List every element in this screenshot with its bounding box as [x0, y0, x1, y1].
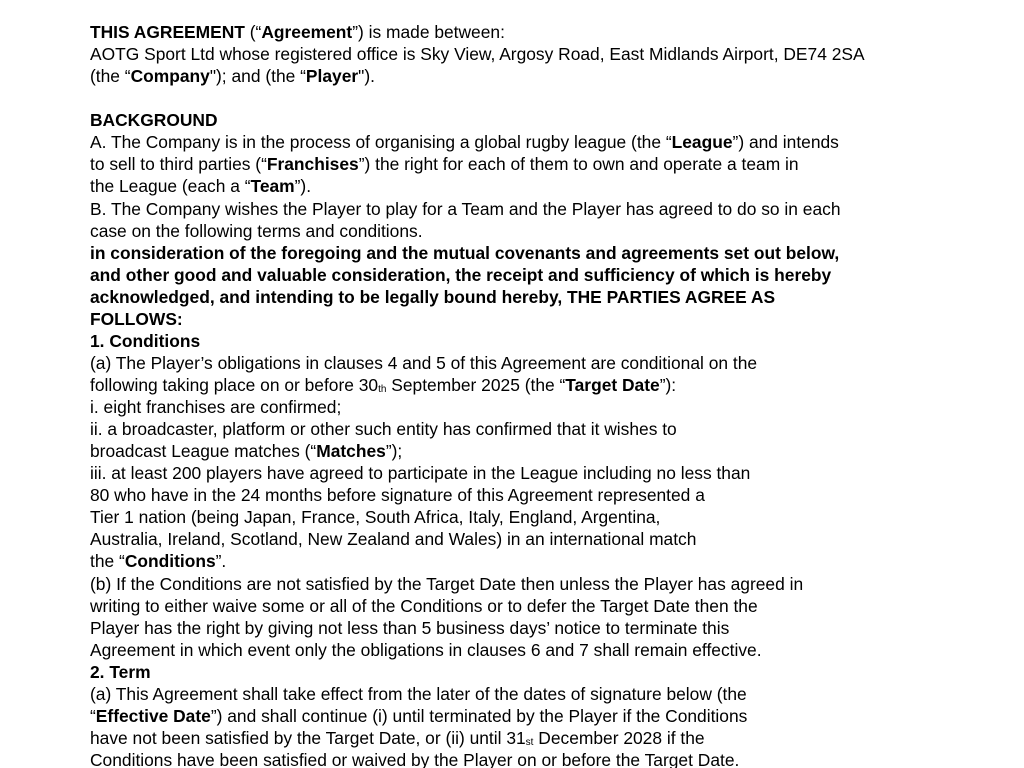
clause-2-a-line-3: have not been satisfied by the Target Date, or (ii) until $31_{st}$ December 2028 if the [90, 728, 705, 748]
clause-2-a-line-1: (a) This Agreement shall take effect from the later of the dates of signature below (the [90, 684, 747, 704]
background-a-line-2: to sell to third parties (“Franchises”) the right for each of them to own and operate a team in [90, 154, 799, 174]
consideration-line: in consideration of the foregoing and the mutual covenants and agreements set out below, [90, 243, 840, 263]
defined-term: Company [130, 66, 210, 86]
consideration-line: acknowledged, and intending to be legally bound hereby, THE PARTIES AGREE AS [90, 287, 776, 307]
clause-1-item-iii-line-5: the “Conditions”. [90, 551, 227, 571]
agreement-heading: THIS AGREEMENT [90, 22, 245, 42]
background-heading: BACKGROUND [90, 110, 218, 130]
intro-line-1: THIS AGREEMENT (“Agreement”) is made between: [90, 22, 505, 42]
defined-term: Team [250, 176, 295, 196]
clause-1-item-ii-line-1: ii. a broadcaster, platform or other such entity has confirmed that it wishes to [90, 419, 677, 439]
defined-term: Franchises [266, 154, 359, 174]
clause-1-item-iii-line-2: 80 who have in the 24 months before signature of this Agreement represented a [90, 485, 705, 505]
clause-1-a-line-2: following taking place on or before $30_{th}$ September 2025 (the “Target Date”): [90, 375, 677, 395]
clause-1-item-iii-line-4: Australia, Ireland, Scotland, New Zealand and Wales) in an international match [90, 529, 697, 549]
intro-line-3: (the “Company"); and (the “Player"). [90, 66, 375, 86]
defined-term: Player [305, 66, 359, 86]
clause-1-item-ii-line-2: broadcast League matches (“Matches”); [90, 441, 403, 461]
background-a-line-3: the League (each a “Team”). [90, 176, 312, 196]
defined-term: Target Date [565, 375, 660, 395]
clause-1-item-iii-line-1: iii. at least 200 players have agreed to participate in the League including no less than [90, 463, 751, 483]
background-b-line-2: case on the following terms and conditions. [90, 221, 423, 241]
clause-2-a-line-2: “Effective Date”) and shall continue (i) until terminated by the Player if the Conditions [90, 706, 748, 726]
defined-term: Conditions [124, 551, 216, 571]
consideration-line: and other good and valuable consideration, the receipt and sufficiency of which is hereby [90, 265, 832, 285]
clause-1-heading: 1. Conditions [90, 331, 201, 351]
clause-1-b-line: (b) If the Conditions are not satisfied by the Target Date then unless the Player has agreed in [90, 574, 804, 594]
defined-term: Effective Date [95, 706, 211, 726]
clause-2-a-line-4: Conditions have been satisfied or waived by the Player on or before the Target Date. [90, 750, 740, 768]
clause-1-b-line: Agreement in which event only the obligations in clauses 6 and 7 shall remain effective. [90, 640, 762, 660]
intro-line-2: AOTG Sport Ltd whose registered office is Sky View, Argosy Road, East Midlands Airport, DE74 2SA [90, 44, 865, 64]
clause-1-b-line: Player has the right by giving not less than 5 business days’ notice to terminate this [90, 618, 730, 638]
clause-1-item-i: i. eight franchises are confirmed; [90, 397, 342, 417]
consideration-line: FOLLOWS: [90, 309, 183, 329]
defined-term: Matches [316, 441, 386, 461]
clause-1-a-line-1: (a) The Player’s obligations in clauses 4 and 5 of this Agreement are conditional on the [90, 353, 758, 373]
clause-1-item-iii-line-3: Tier 1 nation (being Japan, France, South Africa, Italy, England, Argentina, [90, 507, 661, 527]
clause-2-heading: 2. Term [90, 662, 151, 682]
background-b-line-1: B. The Company wishes the Player to play for a Team and the Player has agreed to do so in each [90, 199, 841, 219]
clause-1-b-line: writing to either waive some or all of the Conditions or to defer the Target Date then the [90, 596, 758, 616]
background-a-line-1: A. The Company is in the process of organising a global rugby league (the “League”) and intends [90, 132, 839, 152]
defined-term: League [671, 132, 733, 152]
defined-term: Agreement [261, 22, 353, 42]
